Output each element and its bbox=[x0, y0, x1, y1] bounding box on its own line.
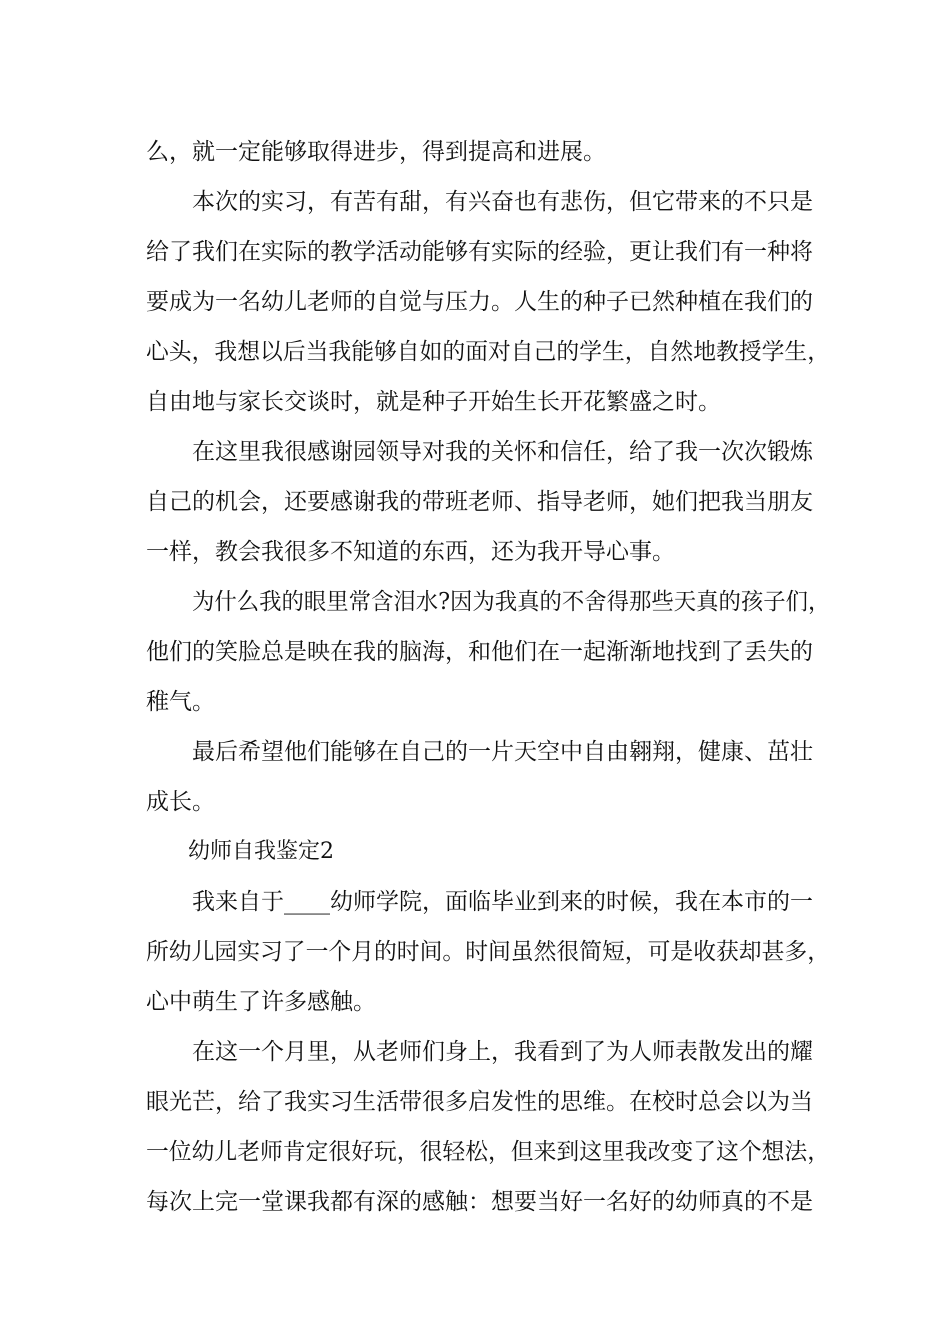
paragraph-first-line: 为什么我的眼里常含泪水?因为我真的不舍得那些天真的孩子们， bbox=[192, 589, 831, 615]
paragraph-first-line: 在这里我很感谢园领导对我的关怀和信任，给了我一次次锻炼 bbox=[192, 439, 813, 465]
text-line: 他们的笑脸总是映在我的脑海，和他们在一起渐渐地找到了丢失的 bbox=[146, 639, 813, 665]
text-line: 一位幼儿老师肯定很好玩，很轻松，但来到这里我改变了这个想法， bbox=[146, 1139, 830, 1165]
paragraph-first-line: 本次的实习，有苦有甜，有兴奋也有悲伤，但它带来的不只是 bbox=[192, 189, 813, 215]
text-line: 一样，教会我很多不知道的东西，还为我开导心事。 bbox=[146, 539, 675, 565]
text-line: 自由地与家长交谈时，就是种子开始生长开花繁盛之时。 bbox=[146, 389, 721, 415]
text-line: 么，就一定能够取得进步，得到提高和进展。 bbox=[146, 139, 606, 165]
text-line: 给了我们在实际的教学活动能够有实际的经验，更让我们有一种将 bbox=[146, 239, 813, 265]
text-line: 所幼儿园实习了一个月的时间。时间虽然很简短，可是收获却甚多， bbox=[146, 939, 830, 965]
text-line: 要成为一名幼儿老师的自觉与压力。人生的种子已然种植在我们的 bbox=[146, 289, 813, 315]
paragraph-first-line: 最后希望他们能够在自己的一片天空中自由翱翔，健康、茁壮 bbox=[192, 739, 813, 765]
paragraph-first-line: 我来自于____幼师学院，面临毕业到来的时候，我在本市的一 bbox=[192, 889, 813, 915]
text-line: 眼光芒，给了我实习生活带很多启发性的思维。在校时总会以为当 bbox=[146, 1089, 813, 1115]
text-line: 稚气。 bbox=[146, 689, 215, 715]
paragraph-first-line: 在这一个月里，从老师们身上，我看到了为人师表散发出的耀 bbox=[192, 1039, 813, 1065]
text-line: 心中萌生了许多感触。 bbox=[146, 989, 376, 1015]
text-line: 成长。 bbox=[146, 789, 215, 815]
text-line: 自己的机会，还要感谢我的带班老师、指导老师，她们把我当朋友 bbox=[146, 489, 813, 515]
text-line: 每次上完一堂课我都有深的感触：想要当好一名好的幼师真的不是 bbox=[146, 1189, 813, 1215]
text-line: 心头，我想以后当我能够自如的面对自己的学生，自然地教授学生， bbox=[146, 339, 830, 365]
section-heading: 幼师自我鉴定2 bbox=[188, 839, 334, 864]
